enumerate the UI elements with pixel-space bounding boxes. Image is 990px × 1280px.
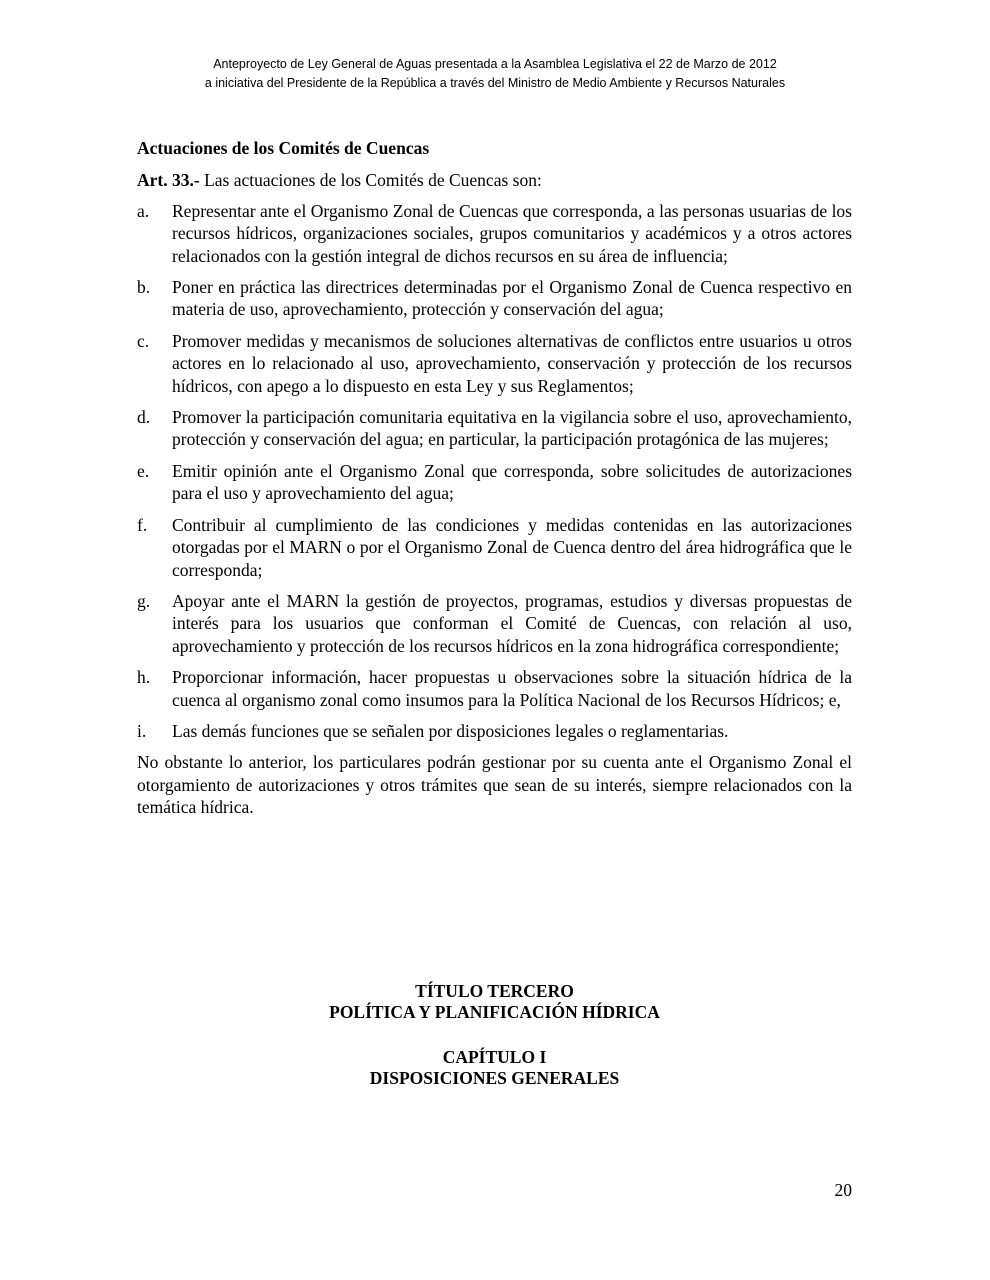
list-item-text: Promover la participación comunitaria equitativa en la vigilancia sobre el uso, aprovechamiento, protección y conservación del agua; en particular, la participación protagónica de las mujeres; (172, 407, 852, 450)
article-item-list (137, 200, 852, 743)
section-heading: Actuaciones de los Comités de Cuencas (137, 138, 430, 158)
list-item-letter: b. (137, 277, 151, 298)
list-item-text: Las demás funciones que se señalen por disposiciones legales o reglamentarias. (172, 720, 729, 741)
page-number: 20 (834, 1180, 852, 1200)
list-item-text: Proporcionar información, hacer propuestas u observaciones sobre la situación hídrica de la cuenca al organismo zonal como insumos para la Política Nacional de los Recursos Hídricos; e, (172, 667, 852, 710)
title-heading: TÍTULO TERCERO (415, 981, 574, 1001)
header-line-1: Anteproyecto de Ley General de Aguas presentada a la Asamblea Legislativa el 22 de Marzo de 2012 (213, 57, 777, 71)
list-item (137, 720, 852, 742)
list-item-letter: f. (137, 514, 148, 535)
chapter-heading: CAPÍTULO I (442, 1047, 547, 1067)
list-item-letter: d. (137, 407, 151, 428)
list-item (137, 406, 852, 451)
list-item (137, 666, 852, 711)
document-body (137, 137, 852, 819)
closing-paragraph: No obstante lo anterior, los particulares podrán gestionar por su cuenta ante el Organismo Zonal el otorgamiento de autorizaciones y otros trámites que sean de su interés, siempre relacionados con la temática hídrica. (137, 752, 852, 818)
list-item-text: Emitir opinión ante el Organismo Zonal que corresponda, sobre solicitudes de autorizaciones para el uso y aprovechamiento del agua; (172, 460, 852, 504)
list-item-letter: e. (137, 460, 150, 481)
article-label: Art. 33.- (137, 170, 200, 191)
list-item-letter: h. (137, 667, 151, 688)
list-item-text: Poner en práctica las directrices determinadas por el Organismo Zonal de Cuenca respectivo en materia de uso, aprovechamiento, protección y conservación del agua; (172, 277, 852, 320)
page-header (0, 55, 990, 93)
list-item-text: Contribuir al cumplimiento de las condiciones y medidas contenidas en las autorizaciones otorgadas por el MARN o por el Organismo Zonal de Cuenca dentro del área hidrográfica que le corresponda; (172, 514, 852, 580)
list-item-letter: c. (137, 330, 150, 351)
list-item-letter: a. (137, 200, 150, 221)
article-intro-text: Las actuaciones de los Comités de Cuencas son: (199, 170, 542, 191)
list-item (137, 590, 852, 657)
list-item-text: Apoyar ante el MARN la gestión de proyectos, programas, estudios y diversas propuestas de interés para los usuarios que conforman el Comité de Cuencas, con relación al uso, aprovechamiento y protección de los recursos hídricos en la zona hidrográfica correspondiente; (172, 590, 852, 656)
list-item-text: Promover medidas y mecanismos de soluciones alternativas de conflictos entre usuarios u otros actores en lo relacionado al uso, aprovechamiento, conservación y protección de los recursos hídricos, con apego a lo dispuesto en esta Ley y sus Reglamentos; (172, 330, 852, 396)
article-intro (137, 169, 852, 191)
list-item (137, 330, 852, 397)
list-item-letter: g. (137, 590, 151, 611)
header-line-2: a iniciativa del Presidente de la República a través del Ministro de Medio Ambiente y Recursos Naturales (204, 76, 786, 90)
chapter-name: DISPOSICIONES GENERALES (369, 1068, 620, 1088)
title-block (137, 981, 852, 1089)
list-item-letter: i. (137, 720, 147, 741)
list-item (137, 200, 852, 267)
list-item (137, 514, 852, 581)
list-item-text: Representar ante el Organismo Zonal de Cuencas que corresponda, a las personas usuarias de los recursos hídricos, organizaciones sociales, grupos comunitarios y académicos y a otros actores relacionados con la gestión integral de dichos recursos en su área de influencia; (172, 200, 852, 266)
title-name: POLÍTICA Y PLANIFICACIÓN HÍDRICA (329, 1002, 660, 1022)
list-item (137, 276, 852, 321)
list-item (137, 460, 852, 505)
